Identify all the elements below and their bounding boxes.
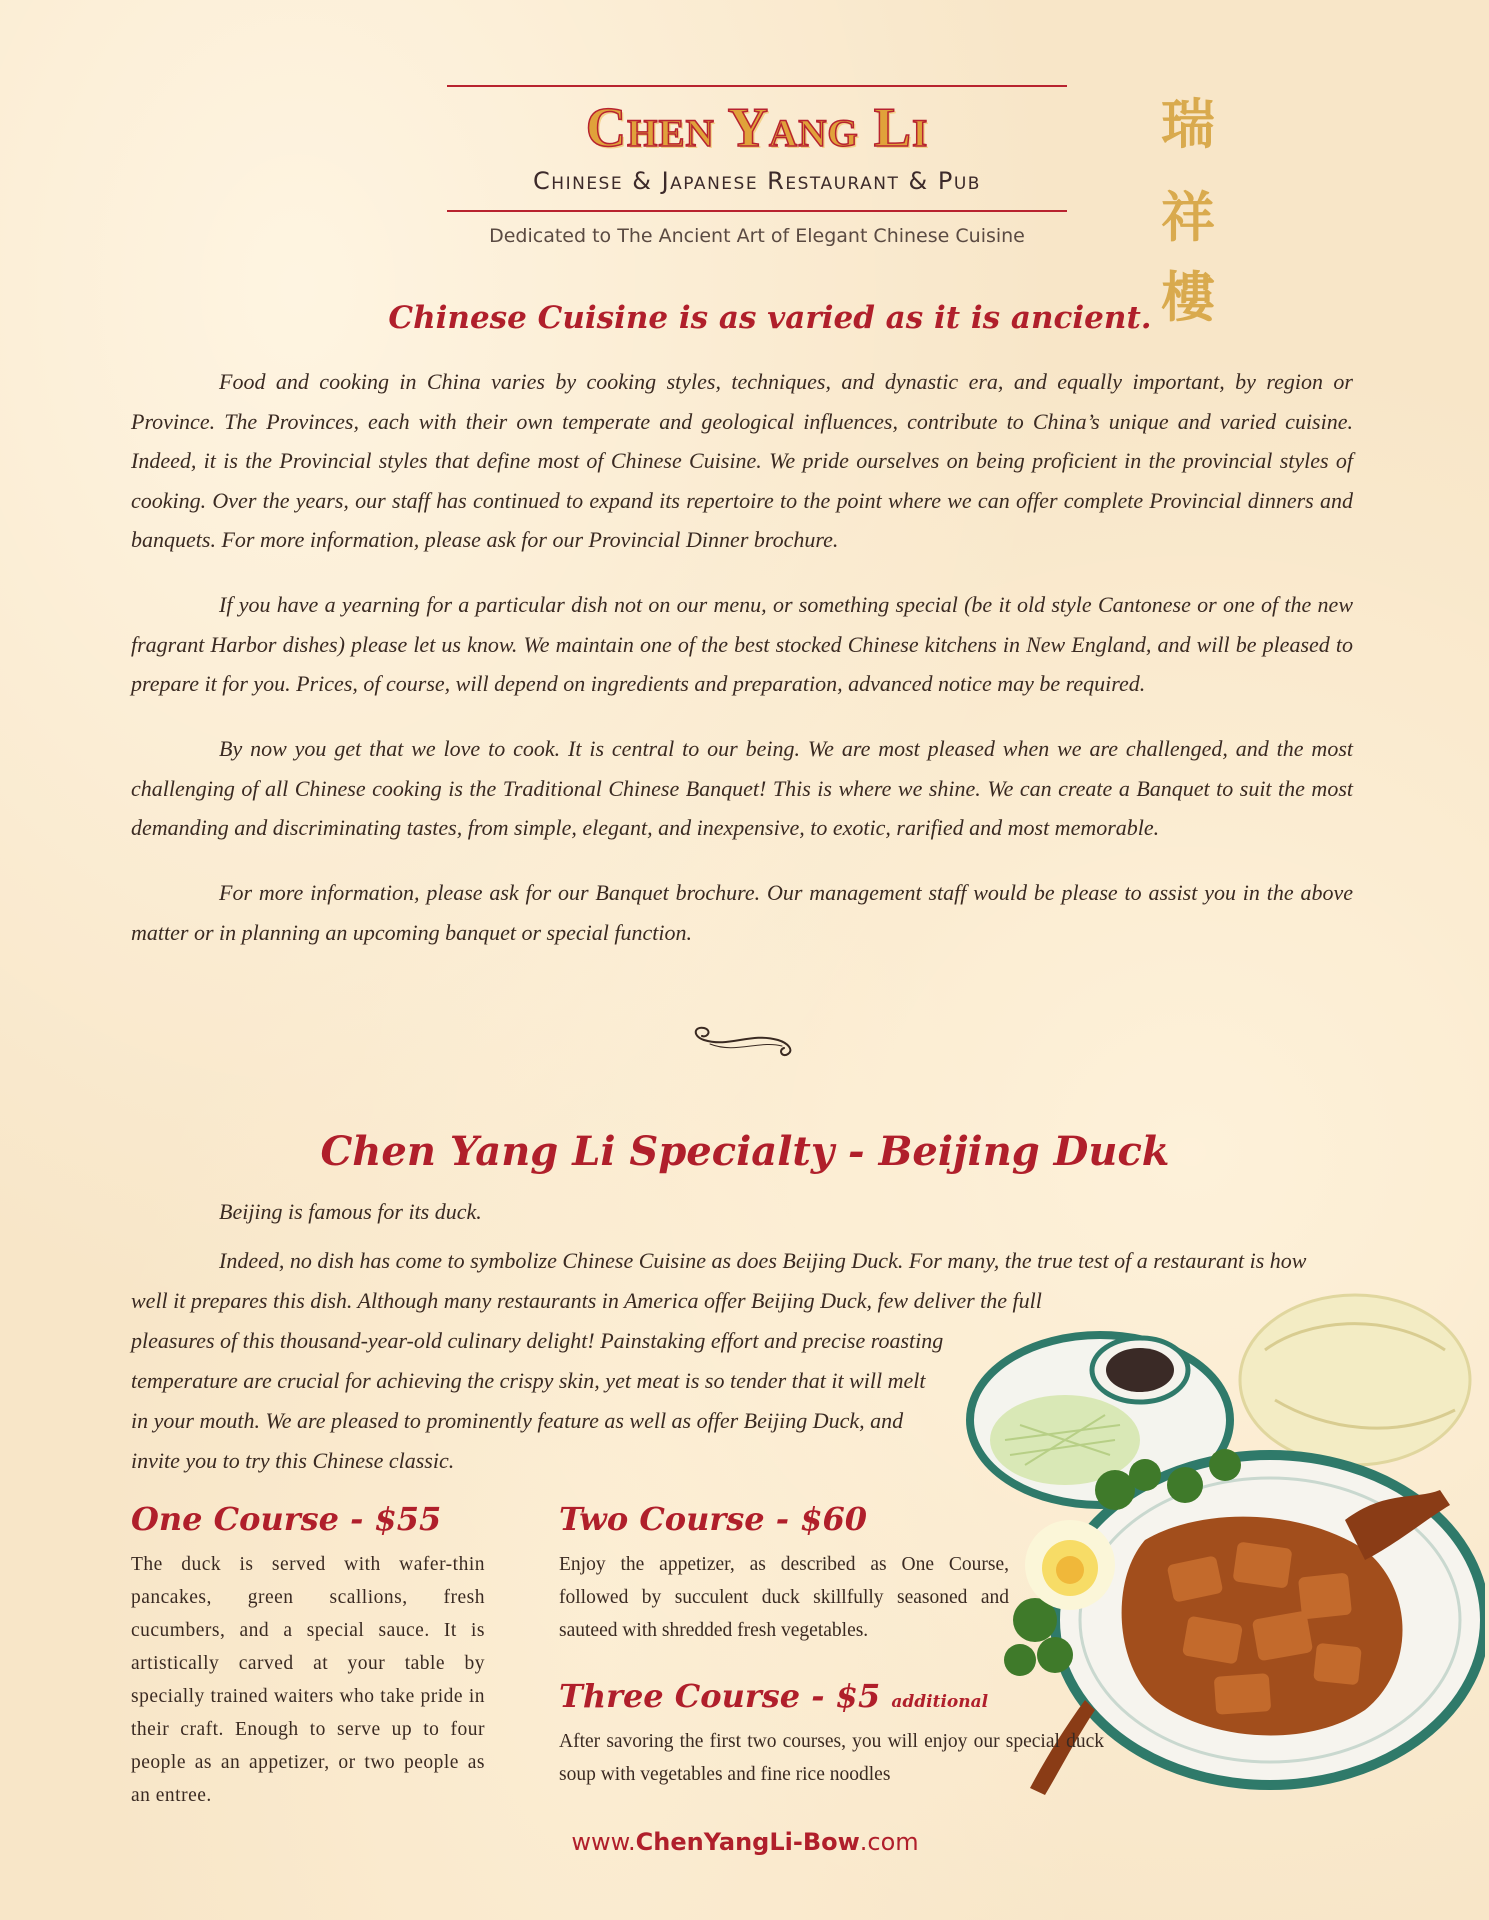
one-course-description: The duck is served with wafer-thin pancakes, green scallions, fresh cucumbers, and a special sauce. It is artistically carved at your table by specially trained waiters who take pride in their craft. Enough to serve up to four people as an appetizer, or two people as an entree. <box>131 1554 485 1806</box>
duck-text-line-4: temperature are crucial for achieving the crispy skin, yet meat is so tender that it will melt <box>131 1368 926 1393</box>
website-link[interactable] <box>460 1828 1030 1856</box>
one-course-heading: One Course - $55 <box>131 1500 442 1538</box>
restaurant-subtitle: Chinese & Japanese Restaurant & Pub <box>533 167 981 195</box>
restaurant-tagline: Dedicated to The Ancient Art of Elegant Chinese Cuisine <box>489 225 1025 247</box>
chinese-character-2: 祥 <box>1161 185 1215 249</box>
intro-paragraph-2: If you have a yearning for a particular dish not on our menu, or something special (be it old style Cantonese or one of the new fragrant Harbor dishes) please let us know. We maintain one of the best stocked Chinese kitchens in New England, and will be pleased to prepare it for you. Prices, of course, will depend on ingredients and preparation, advanced notice may be required. <box>131 592 1353 696</box>
chinese-character-1: 瑞 <box>1161 92 1215 156</box>
beijing-duck-heading: Chen Yang Li Specialty - Beijing Duck <box>320 1128 1170 1175</box>
header-top-rule <box>447 85 1067 87</box>
three-course-description: After savoring the first two courses, you will enjoy our special duck soup with vegetables and fine rice noodles <box>559 1731 1104 1785</box>
brand-logo-text: Chen Yang Li <box>585 97 929 159</box>
header-bottom-rule <box>447 210 1067 212</box>
duck-text-line-2: well it prepares this dish. Although many restaurants in America offer Beijing Duck, few deliver the full <box>131 1288 1042 1313</box>
intro-paragraph-1: Food and cooking in China varies by cooking styles, techniques, and dynastic era, and equally important, by region or Province. The Provinces, each with their own temperate and geological influences, contribute to China’s unique and varied cuisine. Indeed, it is the Provincial styles that define most of Chinese Cuisine. We pride ourselves on being proficient in the provincial styles of cooking. Over the years, our staff has continued to expand its repertoire to the point where we can offer complete Provincial dinners and banquets. For more information, please ask for our Provincial Dinner brochure. <box>131 369 1353 552</box>
chinese-character-3: 樓 <box>1161 265 1215 329</box>
duck-text-line-5: in your mouth. We are pleased to prominently feature as well as offer Beijing Duck, and <box>131 1408 904 1433</box>
website-prefix: www. <box>571 1828 636 1856</box>
website-suffix: .com <box>859 1828 919 1856</box>
two-course-heading: Two Course - $60 <box>559 1500 867 1538</box>
intro-paragraph-4: For more information, please ask for our Banquet brochure. Our management staff would be please to assist you in the above matter or in planning an upcoming banquet or special function. <box>131 880 1353 945</box>
two-course-description: Enjoy the appetizer, as described as One Course, followed by succulent duck skillfully seasoned and sauteed with shredded fresh vegetables. <box>559 1554 1009 1641</box>
three-course-suffix: additional <box>891 1692 989 1712</box>
flourish-divider-icon <box>690 1022 800 1062</box>
duck-text-line-3: pleasures of this thousand-year-old culinary delight! Painstaking effort and precise roasting <box>131 1328 944 1353</box>
intro-paragraph-3: By now you get that we love to cook. It is central to our being. We are most pleased when we are challenged, and the most challenging of all Chinese cooking is the Traditional Chinese Banquet! This is where we shine. We can create a Banquet to suit the most demanding and discriminating tastes, from simple, elegant, and inexpensive, to exotic, rarified and most memorable. <box>131 736 1353 840</box>
duck-text-line-1: Indeed, no dish has come to symbolize Chinese Cuisine as does Beijing Duck. For many, the true test of a restaurant is how <box>219 1248 1307 1273</box>
intro-heading: Chinese Cuisine is as varied as it is ancient. <box>388 300 1152 336</box>
three-course-heading <box>559 1677 988 1715</box>
three-course-title: Three Course - $5 <box>559 1677 881 1715</box>
website-name: ChenYangLi-Bow <box>635 1828 860 1856</box>
duck-text-line-6: invite you to try this Chinese classic. <box>131 1448 455 1473</box>
duck-lead-line: Beijing is famous for its duck. <box>219 1199 482 1224</box>
